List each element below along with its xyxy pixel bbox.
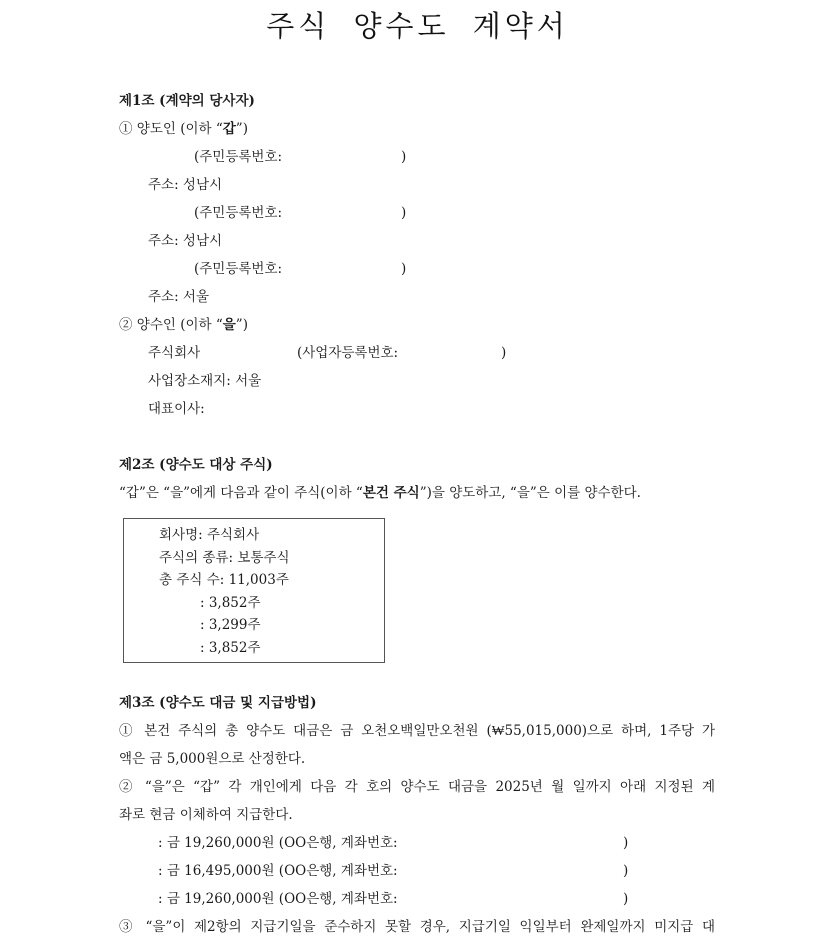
- transferor-3-id-close: ): [401, 261, 407, 277]
- holding-2: : 3,299주: [200, 617, 261, 633]
- transferee-ceo: 대표이사:: [148, 401, 205, 417]
- article3-heading: 제3조 (양수도 대금 및 지급방법): [119, 695, 317, 711]
- document-title: 주식 양수도 계약서: [266, 9, 569, 43]
- transferee-company: 주식회사: [148, 345, 201, 361]
- transferor-1-address: 주소: 성남시: [148, 177, 223, 193]
- transferor-1-id-close: ): [401, 149, 407, 165]
- payment-3-close: ): [623, 891, 629, 907]
- transferor-1-id: (주민등록번호:: [194, 149, 283, 165]
- article3-p1-line2: 액은 금 5,000원으로 산정한다.: [119, 751, 306, 767]
- article3-p2-line1: ② “을”은 “갑” 각 개인에게 다음 각 호의 양수도 대금을 2025년 월 일까지 아래 지정된 계: [119, 779, 715, 795]
- article2-heading: 제2조 (양수도 대상 주식): [119, 457, 273, 473]
- payment-3: : 금 19,260,000원 (OO은행, 계좌번호:: [158, 891, 398, 907]
- transferor-label: ① 양도인 (이하 “갑”): [119, 121, 248, 137]
- article3-p2-line2: 좌로 현금 이체하여 지급한다.: [119, 807, 293, 823]
- payment-2: : 금 16,495,000원 (OO은행, 계좌번호:: [158, 863, 398, 879]
- transferee-reg-close: ): [501, 345, 507, 361]
- company-name: 회사명: 주식회사: [159, 527, 260, 543]
- transferor-2-address: 주소: 성남시: [148, 233, 223, 249]
- transferee-reg-number: (사업자등록번호:: [297, 345, 399, 361]
- transferee-label: ② 양수인 (이하 “을”): [119, 317, 248, 333]
- transferor-2-id: (주민등록번호:: [194, 205, 283, 221]
- article3-p1-line1: ① 본건 주식의 총 양수도 대금은 금 오천오백일만오천원 (₩55,015,000)으로 하며, 1주당 가: [119, 723, 715, 739]
- holding-1: : 3,852주: [200, 595, 261, 611]
- share-type: 주식의 종류: 보통주식: [159, 550, 290, 566]
- transferor-3-address: 주소: 서울: [148, 289, 210, 305]
- holding-3: : 3,852주: [200, 640, 261, 656]
- article2-text: “갑”은 “을”에게 다음과 같이 주식(이하 “본건 주식”)을 양도하고, “을”은 이를 양수한다.: [119, 485, 641, 501]
- share-details-box: [123, 518, 385, 663]
- payment-1-close: ): [623, 835, 629, 851]
- transferor-3-id: (주민등록번호:: [194, 261, 283, 277]
- transferee-business-address: 사업장소재지: 서울: [148, 373, 262, 389]
- transferor-2-id-close: ): [401, 205, 407, 221]
- total-shares: 총 주식 수: 11,003주: [159, 572, 289, 588]
- article3-p3-line1: ③ “을”이 제2항의 지급기일을 준수하지 못할 경우, 지급기일 익일부터 완제일까지 미지급 대: [119, 919, 715, 935]
- payment-2-close: ): [623, 863, 629, 879]
- payment-1: : 금 19,260,000원 (OO은행, 계좌번호:: [158, 835, 398, 851]
- article1-heading: 제1조 (계약의 당사자): [119, 93, 255, 109]
